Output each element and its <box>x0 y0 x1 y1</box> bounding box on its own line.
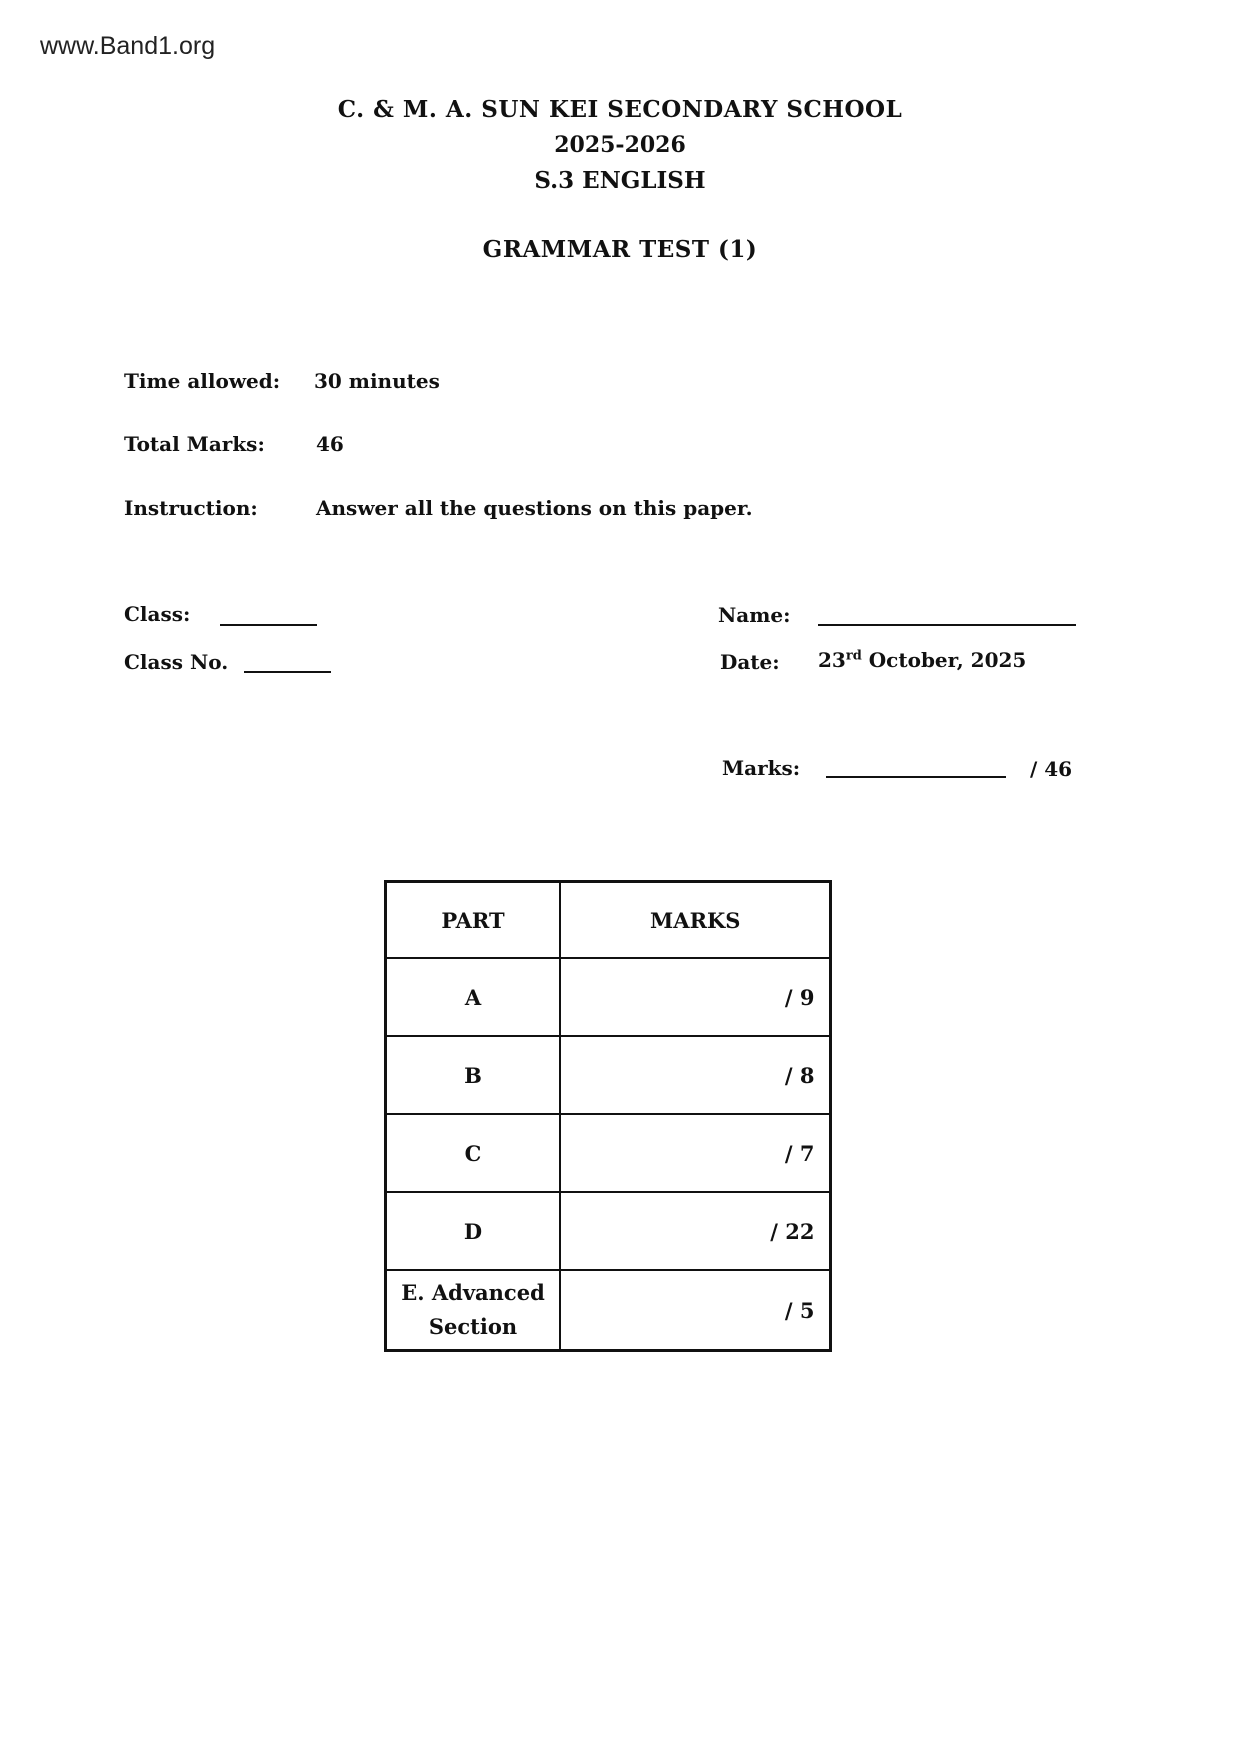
date-label: Date: <box>720 650 780 674</box>
instruction-value: Answer all the questions on this paper. <box>316 496 753 520</box>
date-suffix: rd <box>845 648 862 664</box>
class-label: Class: <box>124 602 191 626</box>
time-allowed-label: Time allowed: <box>124 369 281 393</box>
name-input-line[interactable] <box>818 624 1076 626</box>
date-rest: October, 2025 <box>861 648 1027 672</box>
name-label: Name: <box>718 603 791 627</box>
school-name: C. & M. A. SUN KEI SECONDARY SCHOOL <box>337 96 903 123</box>
part-cell: C <box>386 1114 561 1192</box>
part-e-line2: Section <box>428 1314 518 1339</box>
total-marks-value: 46 <box>316 432 344 456</box>
table-row <box>386 1192 831 1270</box>
watermark-text: www.Band1.org <box>40 32 216 60</box>
school-year: 2025-2026 <box>554 132 686 158</box>
marks-cell[interactable]: / 22 <box>560 1192 830 1270</box>
subject-title: S.3 ENGLISH <box>534 167 706 194</box>
part-cell <box>386 1270 561 1351</box>
marks-input-line[interactable] <box>826 776 1006 778</box>
time-allowed-value: 30 minutes <box>314 369 440 393</box>
table-row <box>386 1270 831 1351</box>
marks-total: / 46 <box>1030 757 1073 781</box>
class-no-label: Class No. <box>124 650 229 674</box>
part-cell: D <box>386 1192 561 1270</box>
table-row <box>386 1114 831 1192</box>
part-cell: A <box>386 958 561 1036</box>
marks-cell[interactable]: / 7 <box>560 1114 830 1192</box>
header-part: PART <box>386 882 561 959</box>
marks-label: Marks: <box>722 756 801 780</box>
total-marks-label: Total Marks: <box>124 432 265 456</box>
test-title: GRAMMAR TEST (1) <box>482 236 758 263</box>
header-marks: MARKS <box>560 882 830 959</box>
table-header-row <box>386 882 831 959</box>
class-input-line[interactable] <box>220 624 317 626</box>
part-e-line1: E. Advanced <box>401 1280 545 1305</box>
marks-cell[interactable]: / 8 <box>560 1036 830 1114</box>
date-value <box>818 648 1026 672</box>
class-no-input-line[interactable] <box>244 671 331 673</box>
marks-cell[interactable]: / 9 <box>560 958 830 1036</box>
marks-cell[interactable]: / 5 <box>560 1270 830 1351</box>
date-day: 23 <box>818 648 846 672</box>
instruction-label: Instruction: <box>124 496 258 520</box>
table-row <box>386 958 831 1036</box>
table-row <box>386 1036 831 1114</box>
marks-table <box>384 880 832 1352</box>
part-cell: B <box>386 1036 561 1114</box>
